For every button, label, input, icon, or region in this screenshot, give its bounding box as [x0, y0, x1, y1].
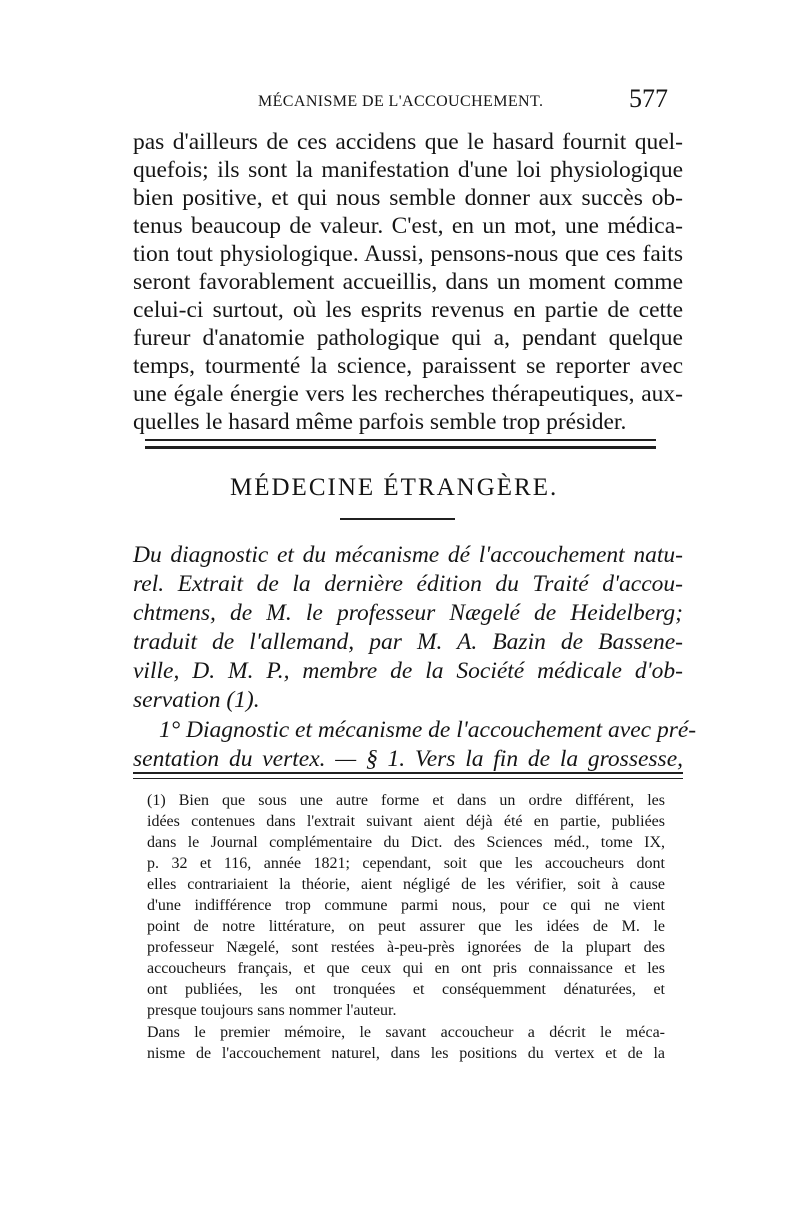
footnote-line: presque toujours sans nommer l'auteur. [147, 1002, 397, 1019]
footnote-line: Dans le premier mémoire, le savant accoucheur a décrit le méca- [147, 1024, 665, 1041]
footnote-line: accoucheurs français, et que ceux qui en ont pris connaissance et les [147, 960, 665, 977]
double-rule-top [145, 439, 656, 441]
body-line: quefois; ils sont la manifestation d'une loi physiologique [133, 157, 683, 183]
body-line: tion tout physiologique. Aussi, pensons-nous que ces faits [133, 241, 683, 267]
body-line: fureur d'anatomie pathologique qui a, pendant quelque [133, 325, 683, 351]
footnote-line: point de notre littérature, on peut assurer que les idées de M. le [147, 918, 665, 935]
double-rule-bottom [145, 446, 656, 449]
short-rule [340, 518, 455, 520]
footnote-line: d'une indifférence trop commune parmi nous, pour ce qui ne vient [147, 897, 665, 914]
body-line: temps, tourmenté la science, paraissent se reporter avec [133, 353, 683, 379]
footnote-line: (1) Bien que sous une autre forme et dans un ordre différent, les [147, 792, 665, 809]
article-title-line: traduit de l'allemand, par M. A. Bazin de Bassene- [133, 629, 683, 655]
article-title-line: chtmens, de M. le professeur Nægelé de Heidelberg; [133, 600, 683, 626]
body-line: quelles le hasard même parfois semble trop présider. [133, 409, 627, 435]
footnote-line: nisme de l'accouchement naturel, dans les positions du vertex et de la [147, 1045, 665, 1062]
article-title-line: rel. Extrait de la dernière édition du Traité d'accou- [133, 571, 683, 597]
section-heading-line: 1° Diagnostic et mécanisme de l'accouchement avec pré- [159, 717, 697, 743]
footnote-rule-top [133, 772, 683, 774]
body-line: pas d'ailleurs de ces accidens que le hasard fournit quel- [133, 129, 683, 155]
section-title: MÉDECINE ÉTRANGÈRE. [230, 474, 559, 501]
footnote-line: professeur Nægelé, sont restées à-peu-près ignorées de la plupart des [147, 939, 665, 956]
article-title-line: servation (1). [133, 687, 260, 713]
body-line: celui-ci surtout, où les esprits revenus en partie de cette [133, 297, 683, 323]
article-title-line: Du diagnostic et du mécanisme dé l'accouchement natu- [133, 542, 683, 568]
article-title-line: ville, D. M. P., membre de la Société médicale d'ob- [133, 658, 683, 684]
body-line: tenus beaucoup de valeur. C'est, en un mot, une médica- [133, 213, 683, 239]
footnote-line: dans le Journal complémentaire du Dict. des Sciences méd., tome IX, [147, 834, 665, 851]
body-line: une égale énergie vers les recherches thérapeutiques, aux- [133, 381, 683, 407]
section-heading-line: sentation du vertex. — § 1. Vers la fin de la grossesse, [133, 746, 683, 772]
page-number: 577 [629, 84, 668, 113]
body-line: seront favorablement accueillis, dans un moment comme [133, 269, 683, 295]
footnote-line: p. 32 et 116, année 1821; cependant, soit que les accoucheurs dont [147, 855, 665, 872]
footnote-line: idées contenues dans l'extrait suivant aient déjà été en partie, publiées [147, 813, 665, 830]
body-line: bien positive, et qui nous semble donner aux succès ob- [133, 185, 683, 211]
running-head: MÉCANISME DE L'ACCOUCHEMENT. [258, 93, 544, 110]
footnote-line: elles contrariaient la théorie, aient négligé de les vérifier, soit à cause [147, 876, 665, 893]
footnote-line: ont publiées, les ont tronquées et conséquemment dénaturées, et [147, 981, 665, 998]
footnote-rule-bottom [133, 778, 683, 779]
